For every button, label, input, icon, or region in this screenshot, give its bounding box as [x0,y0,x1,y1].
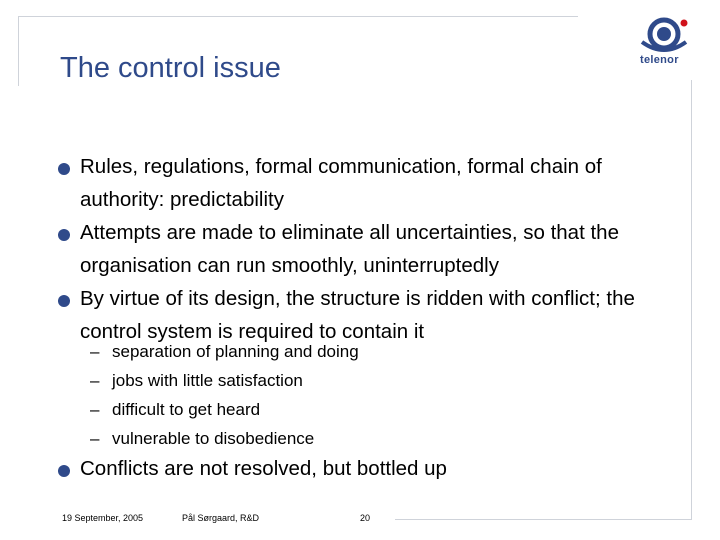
frame-left-line [18,16,19,86]
sub-bullet-item [90,395,359,424]
footer-date: 19 September, 2005 [62,513,144,523]
frame-top-line [18,16,578,17]
sub-bullet-text: separation of planning and doing [112,342,359,361]
footer-author: Pål Sørgaard, R&D [182,513,260,523]
dash-icon: – [90,342,100,361]
sub-bullet-list [90,337,359,453]
frame-right-line [691,80,692,520]
main-bullet-list [58,150,688,348]
sub-bullet-item [90,366,359,395]
page-title: The control issue [60,52,281,84]
dash-icon: – [90,371,100,390]
sub-bullet-item [90,424,359,453]
bullet-item [58,150,688,216]
sub-bullet-text: difficult to get heard [112,400,261,419]
final-bullet-item [58,452,447,485]
sub-bullet-text: jobs with little satisfaction [112,371,303,390]
bullet-item [58,216,688,282]
bullet-dot-icon [58,229,70,241]
footer-divider [395,519,691,520]
bullet-dot-icon [58,465,70,477]
logo-text: telenor [640,54,679,66]
bullet-text: Conflicts are not resolved, but bottled up [80,457,447,480]
bullet-dot-icon [58,163,70,175]
dash-icon: – [90,400,100,419]
bullet-text: Rules, regulations, formal communication, formal chain of authority: predictability [80,155,602,211]
bullet-dot-icon [58,295,70,307]
sub-bullet-text: vulnerable to disobedience [112,429,315,448]
footer-page-number: 20 [360,513,371,523]
bullet-text: Attempts are made to eliminate all uncertainties, so that the organisation can run smoothly, uninterruptedly [80,221,619,277]
sub-bullet-item [90,337,359,366]
bullet-text: By virtue of its design, the structure is ridden with conflict; the control system is required to contain it [80,287,635,343]
dash-icon: – [90,429,100,448]
